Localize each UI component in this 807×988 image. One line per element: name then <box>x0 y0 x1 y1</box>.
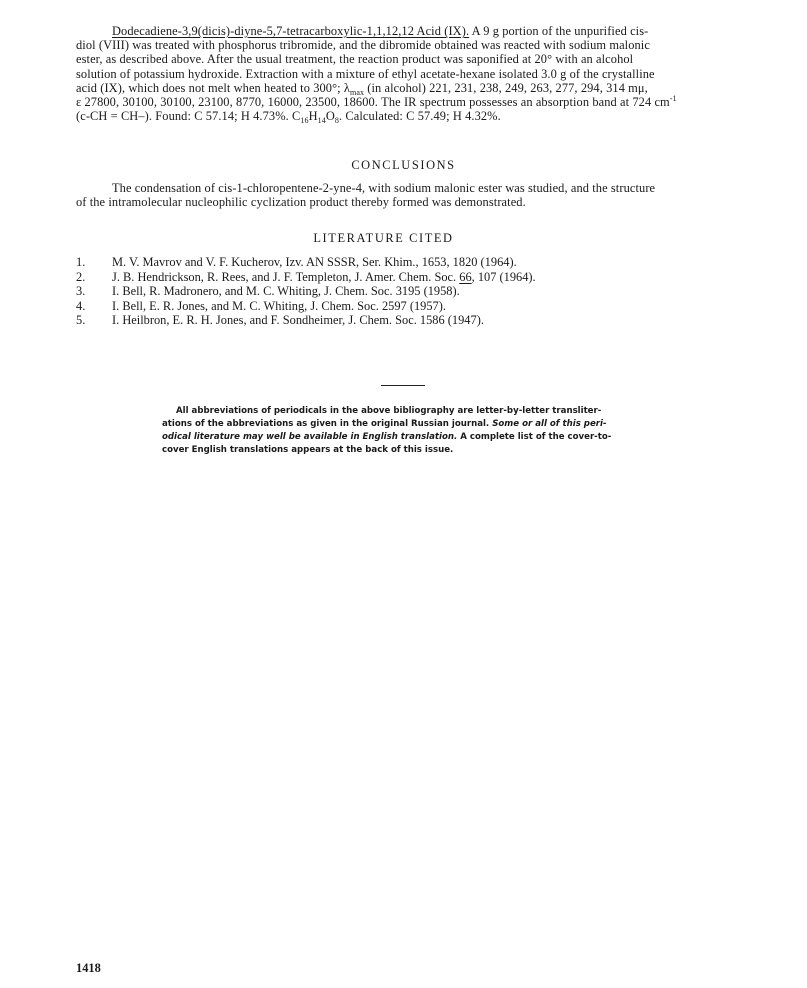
volume-number: 66 <box>459 269 472 284</box>
note-line-3: odical literature may well be available in English translation. A complete list of the cover-to- <box>162 432 612 442</box>
reference-text: J. B. Hendrickson, R. Rees, and J. F. Templeton, J. Amer. Chem. Soc. 66, 107 (1964). <box>112 269 536 284</box>
paragraph-line-7: (c-CH = CH–). Found: C 57.14; H 4.73%. $C_{16}H_{14}O_8$. Calculated: C 57.49; H 4.32%. <box>76 109 501 126</box>
note-line-4: cover English translations appears at the back of this issue. <box>162 445 454 455</box>
compound-title: Dodecadiene-3,9(dicis)-diyne-5,7-tetracarboxylic-1,1,12,12 Acid (IX). <box>112 24 470 38</box>
paragraph-line-3: ester, as described above. After the usual treatment, the reaction product was saponified at 20° with an alcohol <box>76 52 634 67</box>
reference-number: 1. <box>76 255 86 269</box>
conclusions-paragraph <box>76 181 732 209</box>
literature-heading: LITERATURE CITED <box>313 231 454 245</box>
conclusions-heading: CONCLUSIONS <box>351 158 456 172</box>
conclusions-line-1: The condensation of cis-1-chloropentene-2-yne-4, with sodium malonic ester was studied, and the structure <box>112 181 656 195</box>
page-number: 1418 <box>76 961 101 975</box>
note-line-2: ations of the abbreviations as given in the original Russian journal. Some or all of this peri- <box>162 419 607 429</box>
reference-number: 3. <box>76 284 86 299</box>
paragraph-line-2: diol (VIII) was treated with phosphorus tribromide, and the dibromide obtained was reacted with sodium malonic <box>76 38 650 53</box>
body-paragraph <box>76 24 732 126</box>
paragraph-line-5: acid (IX), which does not melt when heated to 300°; $\lambda_{max}$ (in alcohol) 221, 231, 238, 249, 263, 277, 294, 314 mμ, <box>76 80 648 97</box>
reference-item <box>76 270 536 285</box>
conclusions-line-2: of the intramolecular nucleophilic cyclization product thereby formed was demonstrated. <box>76 195 526 210</box>
reference-item <box>76 255 536 270</box>
reference-item <box>76 284 536 299</box>
reference-text: M. V. Mavrov and V. F. Kucherov, Izv. AN SSSR, Ser. Khim., 1653, 1820 (1964). <box>112 255 517 269</box>
paragraph-line-6: ε 27800, 30100, 30100, 23100, 8770, 16000, 23500, 18600. The IR spectrum possesses an absorption band at 724 $cm^{-1}$ <box>76 94 677 110</box>
reference-text: I. Bell, E. R. Jones, and M. C. Whiting, J. Chem. Soc. 2597 (1957). <box>112 298 446 313</box>
reference-number: 5. <box>76 313 86 328</box>
paragraph-line-4: solution of potassium hydroxide. Extraction with a mixture of ethyl acetate-hexane isolated 3.0 g of the crystalline <box>76 66 655 81</box>
reference-number: 2. <box>76 269 86 284</box>
abbreviations-note <box>162 405 642 457</box>
reference-item <box>76 313 536 328</box>
reference-list <box>76 255 536 328</box>
paragraph-line-1: Dodecadiene-3,9(dicis)-diyne-5,7-tetracarboxylic-1,1,12,12 Acid (IX). A 9 g portion of the unpurified cis- <box>112 24 649 38</box>
reference-item <box>76 299 536 314</box>
reference-number: 4. <box>76 298 86 313</box>
section-divider <box>381 385 425 386</box>
reference-text: I. Bell, R. Madronero, and M. C. Whiting, J. Chem. Soc. 3195 (1958). <box>112 284 460 299</box>
note-line-1: All abbreviations of periodicals in the above bibliography are letter-by-letter transliter- <box>176 406 602 416</box>
reference-text: I. Heilbron, E. R. H. Jones, and F. Sondheimer, J. Chem. Soc. 1586 (1947). <box>112 313 484 328</box>
